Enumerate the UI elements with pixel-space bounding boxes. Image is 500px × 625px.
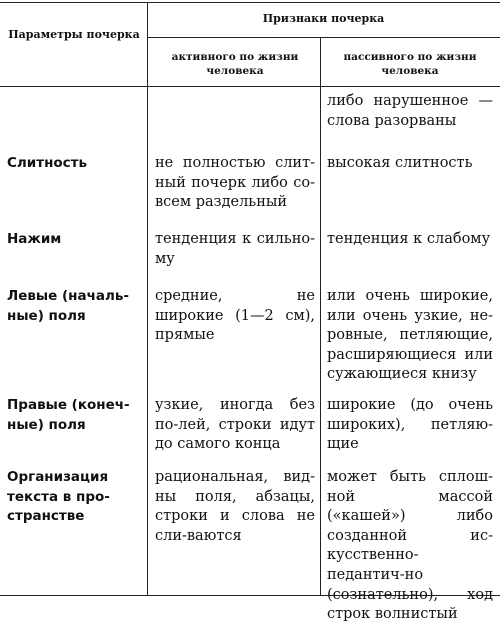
row-active: тенденция к сильно-му bbox=[155, 231, 315, 267]
header-group-divider bbox=[147, 37, 500, 38]
row-passive: тенденция к слабому bbox=[327, 231, 491, 247]
row-parameter: Правые (конеч-ные) поля bbox=[7, 397, 130, 433]
column-divider-2 bbox=[320, 37, 321, 596]
row-active: узкие, иногда без по-лей, строки идут до самого конца bbox=[155, 397, 315, 453]
column-divider-1 bbox=[147, 2, 148, 596]
row-active: рациональная, вид-ны поля, абзацы, строки и слова не сли-ваются bbox=[155, 469, 315, 544]
row-parameter: Организация текста в про-странстве bbox=[7, 469, 110, 525]
row-passive: высокая слитность bbox=[327, 155, 473, 171]
row-passive: широкие (до очень широких), петляю-щие bbox=[327, 397, 493, 453]
header-handwriting-signs: Признаки почерка bbox=[262, 12, 385, 25]
row-passive: может быть сплош-ной массой («кашей») либо созданной ис-кусственно-педантич-но (сознательно), ход строк волнистый bbox=[327, 469, 493, 623]
header-parameters: Параметры почерка bbox=[8, 28, 140, 41]
row-parameter: Нажим bbox=[7, 231, 62, 247]
top-border bbox=[0, 2, 500, 3]
row-parameter: Левые (началь-ные) поля bbox=[7, 288, 129, 324]
row-parameter: Слитность bbox=[7, 155, 88, 171]
row-passive: либо нарушенное — слова разорваны bbox=[327, 93, 493, 129]
header-active-person: активного по жизни человека bbox=[171, 51, 299, 77]
row-active: не полностью слит-ный почерк либо со-всем раздельный bbox=[155, 155, 315, 211]
header-bottom-border bbox=[0, 86, 500, 87]
table-header bbox=[0, 0, 500, 85]
row-passive: или очень широкие, или очень узкие, не-ровные, петляющие, расширяющиеся или сужающиеся книзу bbox=[327, 288, 493, 383]
header-passive-person: пассивного по жизни человека bbox=[343, 51, 477, 77]
row-active: средние, не широкие (1—2 см), прямые bbox=[155, 288, 315, 344]
